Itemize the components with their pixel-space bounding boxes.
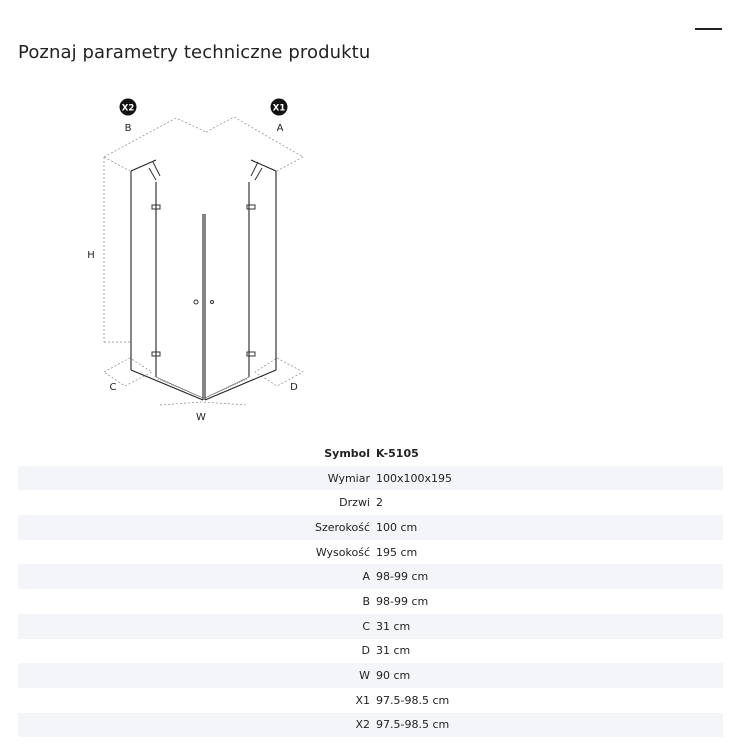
spec-label: Wymiar: [327, 471, 370, 485]
spec-label: B: [362, 594, 370, 608]
spec-label: C: [362, 619, 370, 633]
spec-value: 98-99 cm: [376, 594, 429, 608]
label-h: H: [87, 250, 95, 261]
spec-value: 100x100x195: [376, 471, 453, 485]
spec-row-b: [18, 589, 723, 614]
spec-row-a: [18, 564, 723, 589]
spec-row-drzwi: [18, 490, 723, 515]
x1-badge-label: X1: [272, 103, 286, 114]
spec-label: X1: [355, 693, 370, 707]
spec-value: 98-99 cm: [376, 570, 429, 584]
spec-label: Szerokość: [314, 520, 370, 534]
spec-label: A: [362, 570, 370, 584]
spec-value: 90 cm: [376, 669, 411, 683]
spec-row-wysokosc: [18, 540, 723, 565]
spec-value: 31 cm: [376, 644, 411, 658]
spec-row-x2: [18, 713, 723, 738]
x1-badge: [271, 99, 288, 116]
spec-label: Drzwi: [339, 496, 370, 510]
spec-row-x1: [18, 688, 723, 713]
spec-value: 195 cm: [376, 545, 418, 559]
label-c: C: [109, 382, 117, 393]
spec-value: 100 cm: [376, 520, 418, 534]
label-b: B: [124, 123, 132, 134]
label-d: D: [290, 382, 298, 393]
minus-icon: [695, 28, 722, 30]
x2-badge: [120, 99, 137, 116]
shower-cabin-diagram: [76, 92, 316, 426]
cabin-outline: [131, 160, 276, 400]
spec-value: 97.5-98.5 cm: [376, 718, 450, 732]
spec-value: 2: [376, 496, 383, 510]
spec-row-symbol: [18, 441, 723, 466]
label-a: A: [276, 123, 284, 134]
page-title: Poznaj parametry techniczne produktu: [18, 42, 371, 64]
spec-row-d: [18, 639, 723, 664]
spec-label: W: [359, 669, 370, 683]
spec-value: 97.5-98.5 cm: [376, 693, 450, 707]
spec-label: X2: [355, 718, 370, 732]
x2-badge-label: X2: [121, 103, 135, 114]
spec-value: K-5105: [376, 446, 419, 460]
spec-row-wymiar: [18, 466, 723, 491]
spec-label: D: [361, 644, 370, 658]
spec-label: Symbol: [324, 446, 370, 460]
specs-table: [18, 441, 723, 737]
label-w: W: [196, 412, 206, 423]
spec-row-c: [18, 614, 723, 639]
spec-value: 31 cm: [376, 619, 411, 633]
spec-row-w: [18, 663, 723, 688]
spec-label: Wysokość: [315, 545, 370, 559]
spec-row-szerokosc: [18, 515, 723, 540]
collapse-button[interactable]: [694, 20, 724, 38]
